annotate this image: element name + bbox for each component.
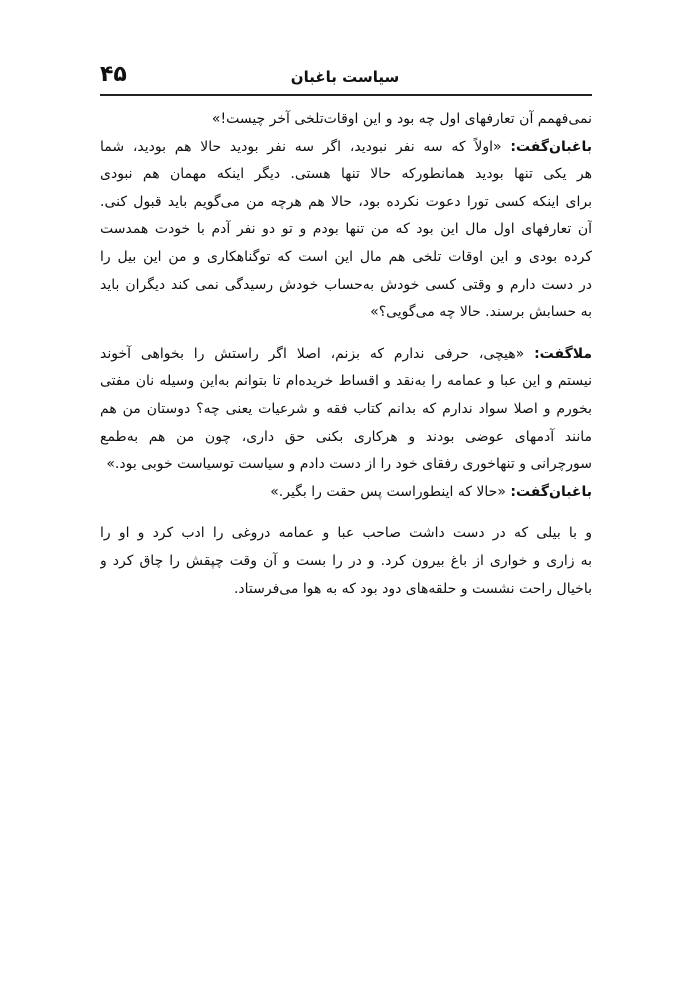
text-line: سورچرانی و تنهاخوری رفقای خود را از دست دادم و سیاست توسیاست خوبی بود.» bbox=[106, 456, 592, 473]
text-line bbox=[100, 134, 592, 162]
paragraph bbox=[100, 479, 592, 507]
text-line: نمی‌فهمم آن تعارفهای اول چه بود و این اوقات‌تلخی آخر چیست!» bbox=[211, 111, 592, 127]
text-line-content: «حالا که اینطوراست پس حقت را بگیر.» bbox=[270, 483, 506, 500]
paragraph bbox=[100, 134, 592, 327]
page-header bbox=[100, 60, 590, 92]
text-line: برای اینکه کسی تورا دعوت نکرده بود، حالا هم هرچه من می‌گویم باید قبول کنی. bbox=[100, 193, 592, 210]
text-line bbox=[100, 479, 592, 507]
speaker-label: باغبان‌گفت: bbox=[510, 138, 592, 155]
header-rule bbox=[100, 94, 592, 96]
paragraph bbox=[100, 520, 592, 603]
page-number: ۴۵ bbox=[100, 62, 127, 87]
text-line: کرده بودی و این اوقات تلخی هم مال این است که توگناهکاری و من این بیل را bbox=[100, 248, 592, 265]
text-line bbox=[100, 341, 592, 369]
text-line: باخیال راحت نشست و حلقه‌های دود بود که به هوا می‌فرستاد. bbox=[233, 580, 592, 597]
speaker-label: ملاگفت: bbox=[534, 345, 592, 362]
text-line: آن تعارفهای اول مال این بود که من تنها بودم و تو دو نفر آدم با خودت همدست bbox=[100, 221, 592, 238]
text-line-content: «اولاً که سه نفر نبودید، اگر سه نفر بودید حالا هم بودید، شما bbox=[100, 138, 502, 155]
text-line: به زاری و خواری از باغ بیرون کرد. و در را بست و آن وقت چپقش را چاق کرد و bbox=[100, 552, 592, 569]
text-line: و با بیلی که در دست داشت صاحب عبا و عمامه دروغی را ادب کرد و او را bbox=[100, 525, 592, 542]
speaker-label: باغبان‌گفت: bbox=[510, 483, 592, 500]
text-line: به حسابش برسند. حالا چه می‌گویی؟» bbox=[370, 304, 592, 321]
text-line-content: «هیچی، حرفی ندارم که بزنم، اصلا اگر راستش را بخواهی آخوند bbox=[100, 345, 525, 362]
text-line: نیستم و این عبا و عمامه را به‌نقد و اقساط خریده‌ام تا بتوانم به‌این وسیله نان مفتی bbox=[100, 373, 592, 390]
body-text bbox=[100, 106, 592, 603]
text-line: بخورم و اصلا سواد ندارم که بدانم کتاب فقه و شرعیات یعنی چه؟ دوستان من هم bbox=[100, 400, 592, 417]
running-title: سیاست باغبان bbox=[290, 68, 400, 86]
text-line: مانند آدمهای عوضی بودند و هرکاری بکنی حق داری، چون من هم به‌طمع bbox=[100, 428, 592, 445]
text-line: در دست دارم و وقتی کسی خودش به‌حساب خودش رسیدگی نمی کند دیگران باید bbox=[100, 276, 592, 293]
paragraph bbox=[100, 106, 592, 134]
text-line: هر یکی تنها بودید همانطورکه حالا تنها هستی. دیگر اینکه مهمان هم نبودی bbox=[100, 166, 592, 183]
paragraph bbox=[100, 341, 592, 479]
